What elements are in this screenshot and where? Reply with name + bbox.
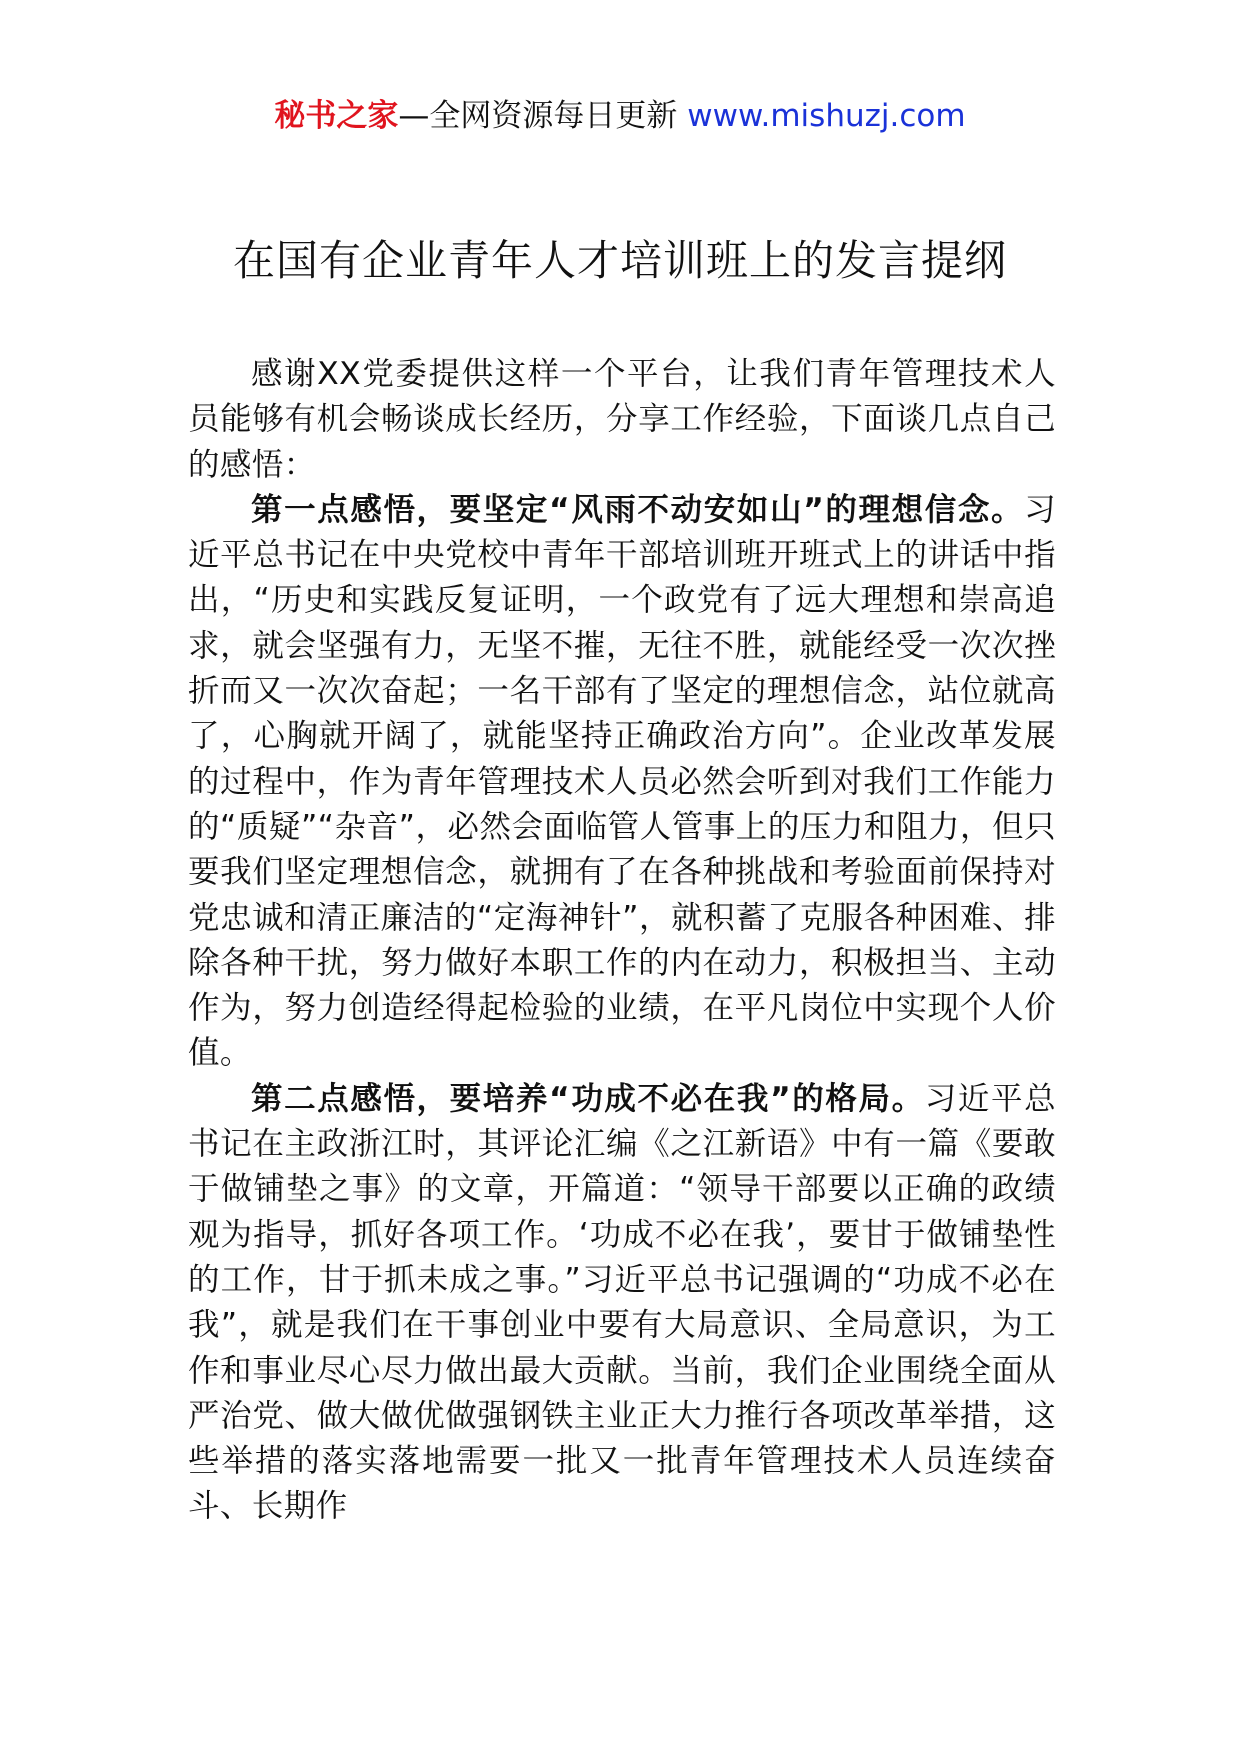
document-body: [188, 352, 1056, 1530]
paragraph: [188, 1077, 1056, 1530]
paragraph: [188, 488, 1056, 1077]
paragraph-lead: 第一点感悟，要坚定“风雨不动安如山”的理想信念。: [251, 491, 1025, 528]
site-tagline: —全网资源每日更新: [398, 98, 678, 134]
paragraph-lead: 第二点感悟，要培养“功成不必在我”的格局。: [251, 1080, 925, 1117]
paragraph-text: 感谢XX党委提供这样一个平台，让我们青年管理技术人员能够有机会畅谈成长经历，分享工作经验，下面谈几点自己的感悟：: [188, 356, 1056, 483]
site-brand: 秘书之家: [274, 98, 399, 134]
site-url-link[interactable]: www.mishuzj.com: [687, 98, 966, 134]
paragraph-text: 习近平总书记在中央党校中青年干部培训班开班式上的讲话中指出，“历史和实践反复证明，一个政党有了远大理想和崇高追求，就会坚强有力，无坚不摧，无往不胜，就能经受一次次挫折而又一次次奋起；一名干部有了坚定的理想信念，站位就高了，心胸就开阔了，就能坚持正确政治方向”。企业改革发展的过程中，作为青年管理技术人员必然会听到对我们工作能力的“质疑”“杂音”，必然会面临管人管事上的压力和阻力，但只要我们坚定理想信念，就拥有了在各种挑战和考验面前保持对党忠诚和清正廉洁的“定海神针”，就积蓄了克服各种困难、排除各种干扰，努力做好本职工作的内在动力，积极担当、主动作为，努力创造经得起检验的业绩，在平凡岗位中实现个人价值。: [188, 491, 1056, 1072]
paragraph-text: 习近平总书记在主政浙江时，其评论汇编《之江新语》中有一篇《要敢于做铺垫之事》的文章，开篇道：“领导干部要以正确的政绩观为指导，抓好各项工作。‘功成不必在我’，要甘于做铺垫性的工作，甘于抓未成之事。”习近平总书记强调的“功成不必在我”，就是我们在干事创业中要有大局意识、全局意识，为工作和事业尽心尽力做出最大贡献。当前，我们企业围绕全面从严治党、做大做优做强钢铁主业正大力推行各项改革举措，这些举措的落实落地需要一批又一批青年管理技术人员连续奋斗、长期作: [188, 1080, 1057, 1525]
site-banner: [0, 96, 1240, 136]
paragraph: [188, 352, 1056, 488]
document-title: 在国有企业青年人才培训班上的发言提纲: [232, 236, 1007, 285]
